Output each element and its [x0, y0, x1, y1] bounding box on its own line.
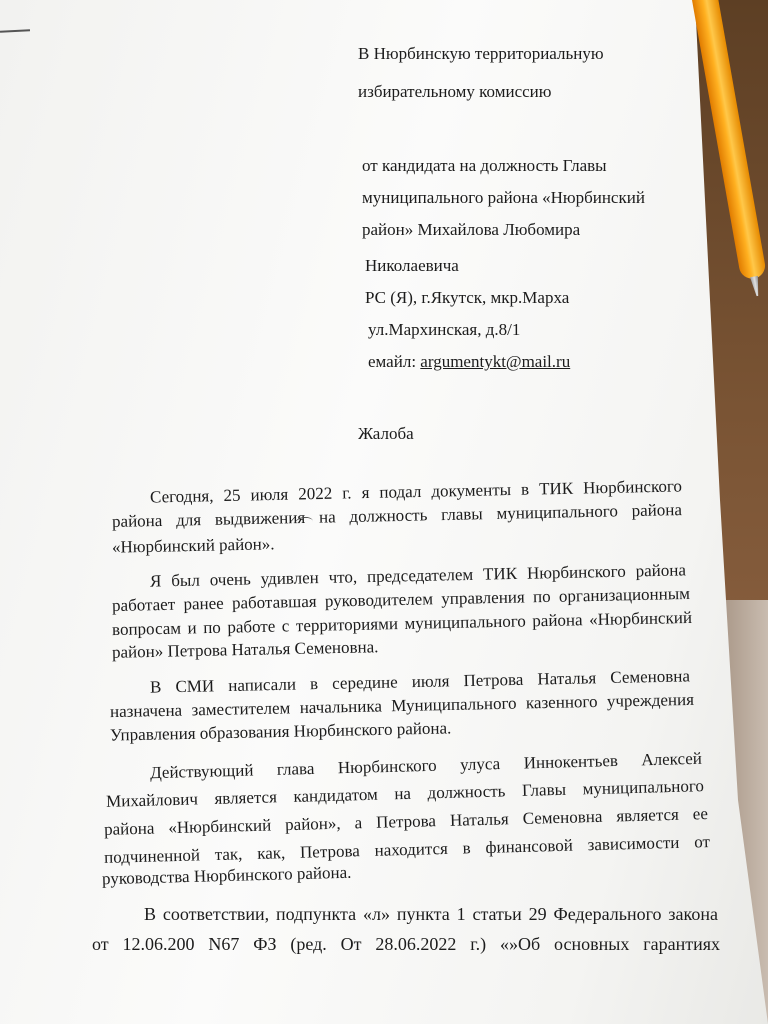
- paragraph-4-line-1: Действующий глава Нюрбинского улуса Иннокентьев Алексей: [149, 748, 703, 783]
- addressee-line-2: избирательному комиссию: [358, 82, 552, 101]
- sender-line-3: район» Михайлова Любомира: [362, 220, 581, 239]
- sender-line-4: Николаевича: [365, 256, 459, 275]
- paragraph-3-line-3: Управления образования Нюрбинского района.: [109, 718, 452, 745]
- sender-line-1: от кандидата на должность Главы: [362, 156, 607, 175]
- address-line-1: РС (Я), г.Якутск, мкр.Марха: [365, 288, 570, 307]
- email-link[interactable]: argumentykt@mail.ru: [420, 352, 571, 371]
- paragraph-4-line-5: руководства Нюрбинского района.: [101, 862, 352, 889]
- email-line: [368, 352, 570, 372]
- sender-line-2: муниципального района «Нюрбинский: [362, 188, 645, 207]
- paragraph-5-line-2: от 12.06.200 N67 ФЗ (ред. От 28.06.2022 г.) «»Об основных гарантиях: [92, 934, 720, 954]
- paragraph-3-line-2: назначена заместителем начальника Муниципального казенного учреждения: [109, 689, 695, 722]
- paragraph-4-line-2: Михайлович является кандидатом на должность Главы муниципального: [105, 776, 705, 811]
- paragraph-2-line-4: район» Петрова Наталья Семеновна.: [111, 637, 379, 662]
- paragraph-1-line-1: Сегодня, 25 июля 2022 г. я подал документы в ТИК Нюрбинского: [149, 476, 683, 507]
- document-title: Жалоба: [358, 424, 414, 443]
- paragraph-4-line-3: района «Нюрбинский район», а Петрова Наталья Семеновна является ее: [103, 804, 709, 839]
- paragraph-5-line-1: В соответствии, подпункта «л» пункта 1 статьи 29 Федерального закона: [144, 904, 718, 924]
- paragraph-1-line-2: района для выдвижения на должность главы муниципального района: [111, 500, 683, 531]
- address-line-2: ул.Мархинская, д.8/1: [368, 320, 521, 339]
- paragraph-1-line-3: «Нюрбинский район».: [111, 534, 275, 557]
- email-label: емайл:: [368, 352, 421, 371]
- paragraph-2-line-1: Я был очень удивлен что, председателем ТИК Нюрбинского района: [149, 560, 687, 591]
- paragraph-2-line-3: вопросам и по работе с территориями муниципального района «Нюрбинский: [111, 607, 693, 640]
- pen-tip: [750, 276, 761, 297]
- paragraph-4-line-4: подчиненной так, как, Петрова находится в финансовой зависимости от: [103, 832, 711, 867]
- addressee-line-1: В Нюрбинскую территориальную: [358, 44, 604, 63]
- paragraph-2-line-2: работает ранее работавшая руководителем управления по организационным: [111, 583, 691, 616]
- paragraph-3-line-1: В СМИ написали в середине июля Петрова Наталья Семеновна: [149, 666, 691, 697]
